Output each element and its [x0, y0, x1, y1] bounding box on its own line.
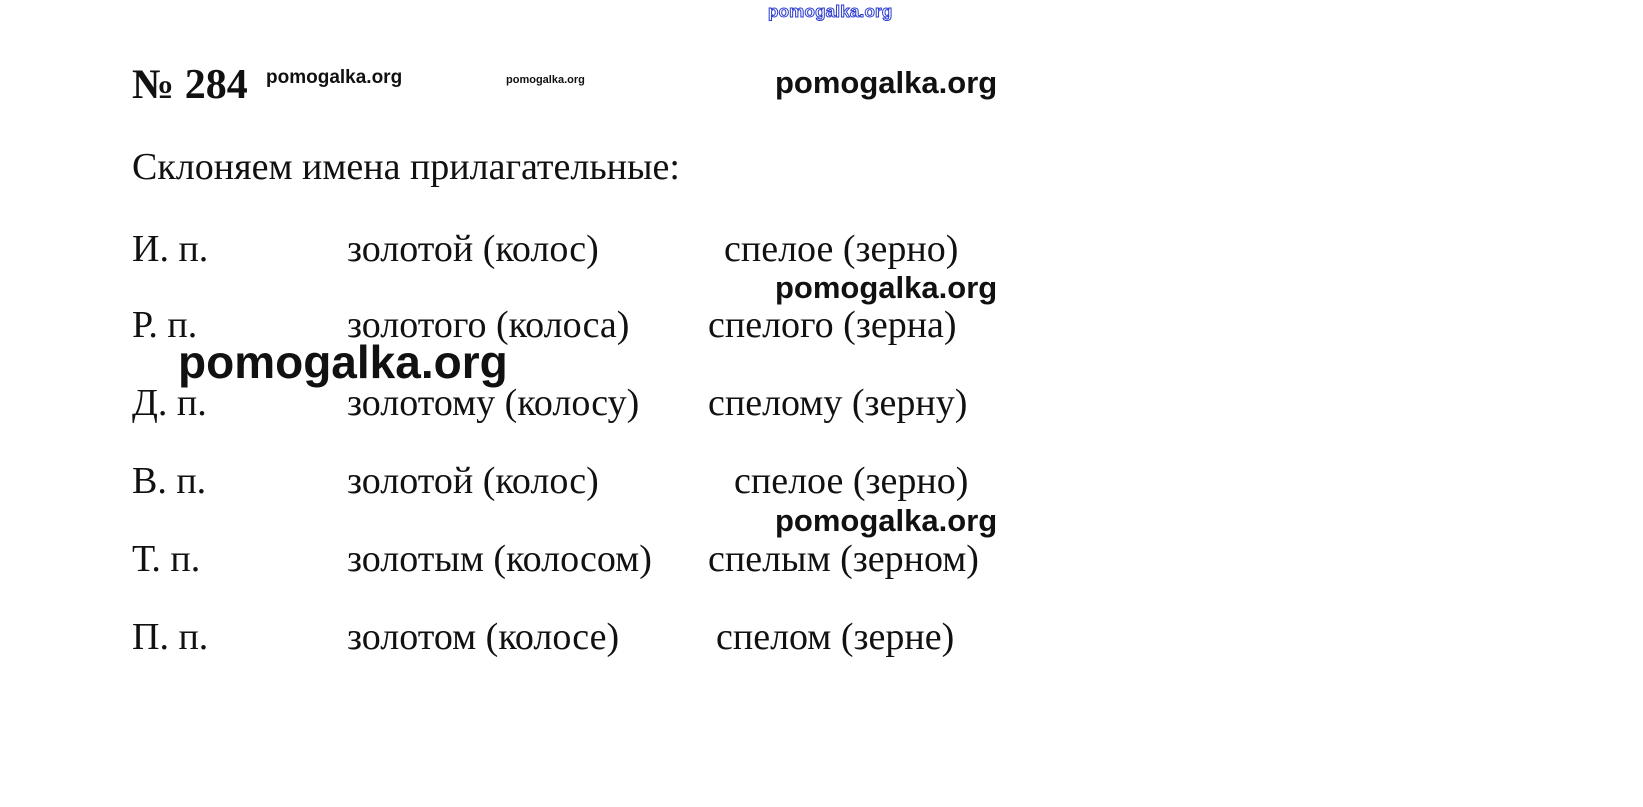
- case-label: Д. п.: [132, 382, 207, 424]
- case-label: П. п.: [132, 616, 209, 658]
- masculine-form: золотого (колоса): [347, 304, 630, 346]
- watermark-huge: pomogalka.org: [178, 336, 508, 388]
- neuter-form: спелому (зерну): [708, 382, 968, 424]
- watermark-large-top: pomogalka.org: [775, 65, 998, 100]
- watermark-tiny: pomogalka.org: [506, 74, 585, 86]
- masculine-form: золотой (колос): [347, 460, 599, 502]
- case-label: Р. п.: [132, 304, 198, 346]
- case-label: Т. п.: [132, 538, 201, 580]
- case-row-accusative: [132, 462, 1032, 508]
- masculine-form: золотой (колос): [347, 228, 599, 270]
- neuter-form: спелое (зерно): [724, 228, 959, 270]
- neuter-form: спелым (зерном): [708, 538, 979, 580]
- exercise-instruction: Склоняем имена прилагательные:: [132, 146, 680, 188]
- case-label: И. п.: [132, 228, 209, 270]
- watermark-top: pomogalka.org: [768, 2, 893, 21]
- neuter-form: спелом (зерне): [716, 616, 955, 658]
- case-row-instrumental: [132, 540, 1032, 586]
- case-row-prepositional: [132, 618, 1032, 664]
- exercise-number: № 284: [132, 62, 248, 108]
- neuter-form: спелого (зерна): [708, 304, 957, 346]
- masculine-form: золотом (колосе): [347, 616, 620, 658]
- watermark-large-bottom: pomogalka.org: [775, 503, 998, 538]
- neuter-form: спелое (зерно): [734, 460, 969, 502]
- case-row-dative: [132, 384, 1032, 430]
- watermark-small: pomogalka.org: [266, 67, 403, 88]
- masculine-form: золотому (колосу): [347, 382, 640, 424]
- watermark-large-middle: pomogalka.org: [775, 270, 998, 305]
- masculine-form: золотым (колосом): [347, 538, 652, 580]
- case-label: В. п.: [132, 460, 207, 502]
